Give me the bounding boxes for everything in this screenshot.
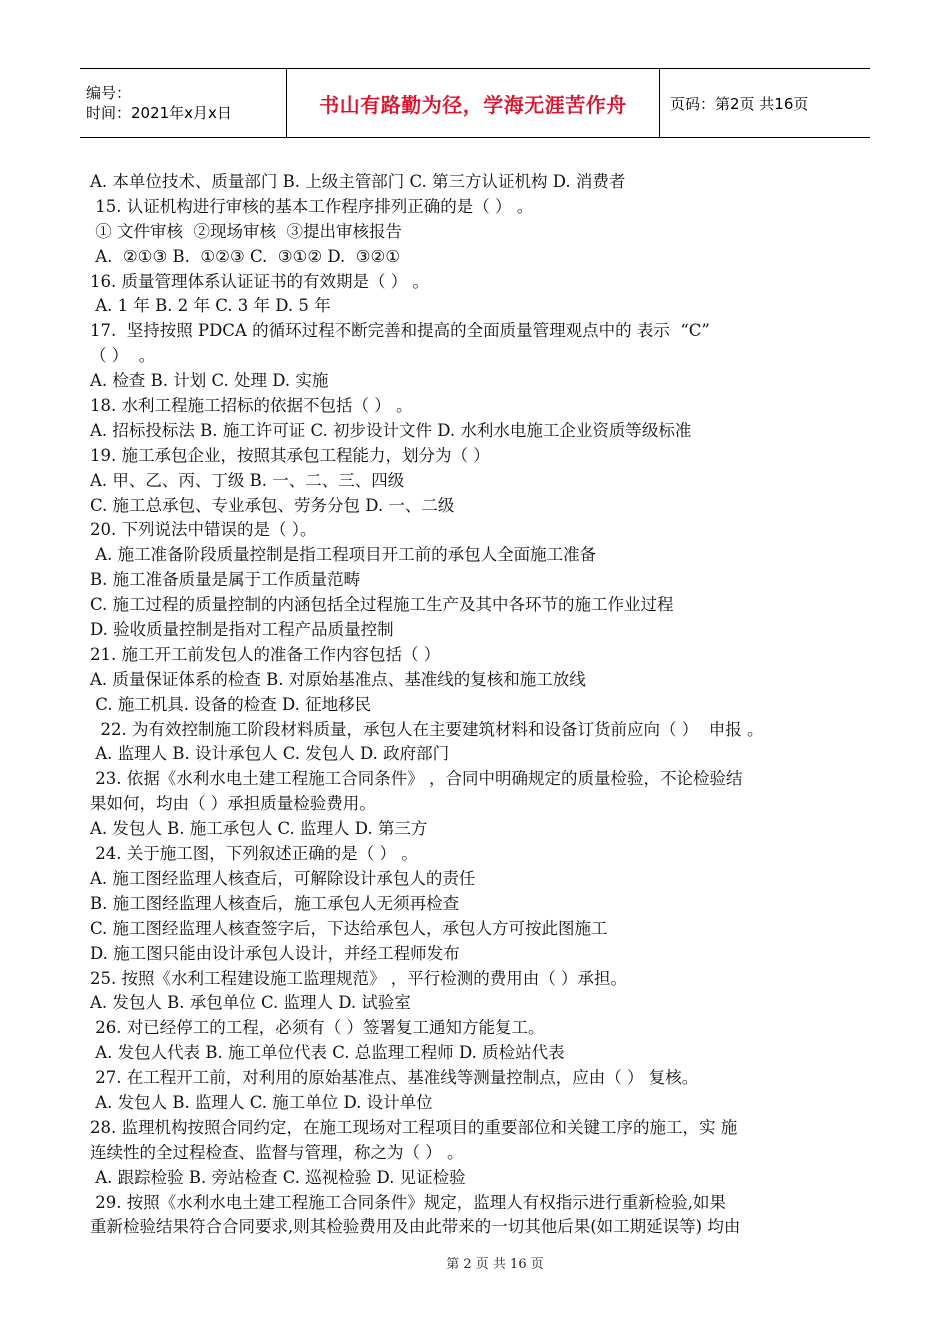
text-line: 21. 施工开工前发包人的准备工作内容包括（ ） xyxy=(90,644,441,664)
text-line: C. 施工图经监理人核查签字后，下达给承包人，承包人方可按此图施工 xyxy=(90,918,608,938)
text-line: 17. 坚持按照 PDCA 的循环过程不断完善和提高的全面质量管理观点中的 表示 “C” xyxy=(90,321,710,341)
header-page-info: 页码：第2页 共16页 xyxy=(670,94,809,113)
page-footer xyxy=(0,1253,950,1272)
text-line: A. 质量保证体系的检查 B. 对原始基准点、基准线的复核和施工放线 xyxy=(90,669,586,689)
document-date-label: 时间：2021年x月x日 xyxy=(86,104,232,122)
text-line: 29. 按照《水利水电土建工程施工合同条件》规定，监理人有权指示进行重新检验,如果 xyxy=(90,1192,726,1212)
text-line: A. 检查 B. 计划 C. 处理 D. 实施 xyxy=(90,371,329,391)
text-line: 23. 依据《水利水电土建工程施工合同条件》 ，合同中明确规定的质量检验，不论检验结 xyxy=(90,769,743,789)
text-line: 果如何，均由（ ）承担质量检验费用。 xyxy=(90,794,376,814)
text-line: 16. 质量管理体系认证证书的有效期是（ ） 。 xyxy=(90,271,429,291)
text-line: 重新检验结果符合合同要求,则其检验费用及由此带来的一切其他后果(如工期延误等) 均由 xyxy=(90,1217,741,1237)
footer-page-number: 第 2 页 共 16 页 xyxy=(446,1257,544,1272)
text-line: A. 跟踪检验 B. 旁站检查 C. 巡视检验 D. 见证检验 xyxy=(90,1167,466,1187)
text-line: A. 监理人 B. 设计承包人 C. 发包人 D. 政府部门 xyxy=(90,744,450,764)
text-line: 24. 关于施工图，下列叙述正确的是（ ） 。 xyxy=(90,844,418,864)
document-number-label: 编号： xyxy=(86,84,132,102)
text-line: A. 发包人 B. 承包单位 C. 监理人 D. 试验室 xyxy=(90,993,411,1013)
text-line: A. 施工准备阶段质量控制是指工程项目开工前的承包人全面施工准备 xyxy=(90,545,597,565)
text-line: ① 文件审核 ②现场审核 ③提出审核报告 xyxy=(90,221,402,241)
document-header xyxy=(80,68,870,138)
text-line: 连续性的全过程检查、监督与管理，称之为（ ） 。 xyxy=(90,1142,464,1162)
text-line: 19. 施工承包企业，按照其承包工程能力，划分为（ ） xyxy=(90,445,490,465)
text-line: D. 施工图只能由设计承包人设计，并经工程师发布 xyxy=(90,943,460,963)
text-line: A. ②①③ B. ①②③ C. ③①② D. ③②① xyxy=(90,246,401,266)
question-list xyxy=(90,170,870,1240)
text-line: 28. 监理机构按照合同约定，在施工现场对工程项目的重要部位和关键工序的施工，实 施 xyxy=(90,1117,738,1137)
text-line: 26. 对已经停工的工程，必须有（ ）签署复工通知方能复工。 xyxy=(90,1018,545,1038)
text-line: 15. 认证机构进行审核的基本工作程序排列正确的是（ ） 。 xyxy=(90,196,534,216)
text-line: D. 验收质量控制是指对工程产品质量控制 xyxy=(90,620,394,640)
text-line: 20. 下列说法中错误的是（ ）。 xyxy=(90,520,317,540)
text-line: A. 施工图经监理人核查后，可解除设计承包人的责任 xyxy=(90,868,476,888)
text-line: A. 发包人 B. 施工承包人 C. 监理人 D. 第三方 xyxy=(90,819,428,839)
text-line: C. 施工过程的质量控制的内涵包括全过程施工生产及其中各环节的施工作业过程 xyxy=(90,595,674,615)
header-motto: 书山有路勤为径，学海无涯苦作舟 xyxy=(286,69,660,137)
text-line: A. 招标投标法 B. 施工许可证 C. 初步设计文件 D. 水利水电施工企业资质等级标准 xyxy=(90,420,692,440)
text-line: A. 发包人 B. 监理人 C. 施工单位 D. 设计单位 xyxy=(90,1092,433,1112)
text-line: 22. 为有效控制施工阶段材料质量，承包人在主要建筑材料和设备订货前应向（ ） 申报 。 xyxy=(90,719,764,739)
header-meta xyxy=(80,69,286,137)
text-line: B. 施工准备质量是属于工作质量范畴 xyxy=(90,570,361,590)
text-line: 25. 按照《水利工程建设施工监理规范》 ，平行检测的费用由（ ）承担。 xyxy=(90,968,627,988)
text-line: A. 本单位技术、质量部门 B. 上级主管部门 C. 第三方认证机构 D. 消费者 xyxy=(90,172,626,191)
text-line: C. 施工总承包、专业承包、劳务分包 D. 一、二级 xyxy=(90,495,455,515)
text-line: （ ） 。 xyxy=(90,346,156,366)
text-line: A. 1 年 B. 2 年 C. 3 年 D. 5 年 xyxy=(90,296,331,316)
text-line: B. 施工图经监理人核查后，施工承包人无须再检查 xyxy=(90,893,460,913)
text-line: 27. 在工程开工前，对利用的原始基准点、基准线等测量控制点，应由（ ） 复核。 xyxy=(90,1068,699,1088)
text-line: C. 施工机具. 设备的检查 D. 征地移民 xyxy=(90,694,372,714)
text-line: 18. 水利工程施工招标的依据不包括（ ） 。 xyxy=(90,396,413,416)
text-line: A. 发包人代表 B. 施工单位代表 C. 总监理工程师 D. 质检站代表 xyxy=(90,1043,565,1063)
text-line: A. 甲、乙、丙、丁级 B. 一、二、三、四级 xyxy=(90,470,405,490)
